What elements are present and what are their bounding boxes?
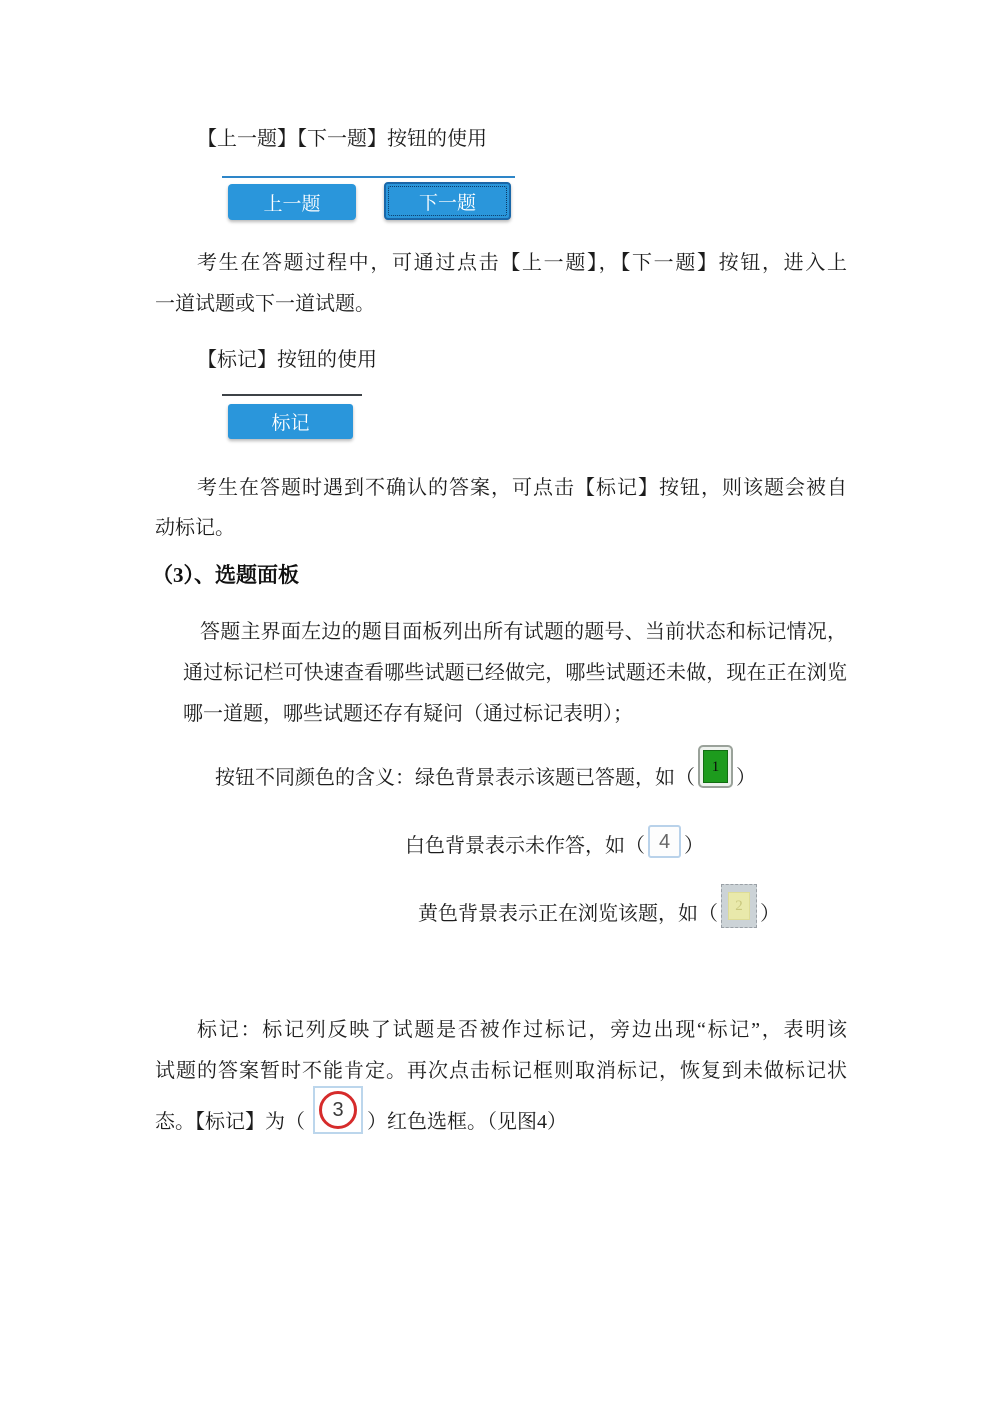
paragraph-mark-detail-line2: 试题的答案暂时不能肯定。再次点击标记框则取消标记，恢复到未做标记状 [155, 1060, 847, 1082]
mark-circle-badge[interactable] [313, 1086, 363, 1134]
mark-detail-line3-post: ）红色选框。（见图4） [367, 1111, 567, 1133]
mark-button[interactable]: 标记 [228, 404, 353, 439]
legend-unanswered-close-paren: ） [684, 835, 704, 857]
paragraph-panel-line3: 哪一道题，哪些试题还存有疑问（通过标记表明）； [183, 703, 633, 725]
paragraph-mark-line2: 动标记。 [155, 517, 235, 539]
prev-question-button[interactable]: 上一题 [228, 184, 356, 220]
legend-current-close-paren: ） [760, 903, 780, 925]
paragraph-panel-line2: 通过标记栏可快速查看哪些试题已经做完，哪些试题还未做，现在正在浏览 [183, 662, 847, 684]
current-question-button-frame [721, 884, 757, 928]
legend-answered-close-paren: ） [736, 767, 756, 789]
unanswered-question-button[interactable]: 4 [648, 825, 681, 858]
paragraph-mark-detail-line1: 标记：标记列反映了试题是否被作过标记，旁边出现“标记”，表明该 [197, 1019, 847, 1041]
mark-circle-label: 3 [319, 1091, 357, 1129]
mark-button-screenshot [222, 394, 362, 442]
paragraph-panel-line1: 答题主界面左边的题目面板列出所有试题的题号、当前状态和标记情况， [200, 621, 847, 643]
legend-unanswered-text: 白色背景表示未作答，如（ [405, 835, 645, 857]
answered-question-button[interactable]: 1 [703, 750, 728, 783]
legend-answered-row [215, 744, 756, 792]
legend-unanswered-row [405, 822, 704, 860]
paragraph-nav-line1: 考生在答题过程中，可通过点击【上一题】，【下一题】按钮，进入上 [197, 252, 847, 274]
legend-current-text: 黄色背景表示正在浏览该题，如（ [418, 903, 718, 925]
nav-buttons-screenshot [222, 176, 515, 224]
paragraph-mark-line1: 考生在答题时遇到不确认的答案，可点击【标记】按钮，则该题会被自 [197, 477, 847, 499]
prev-next-usage-heading: 【上一题】【下一题】按钮的使用 [197, 128, 487, 150]
current-question-button[interactable]: 2 [728, 892, 750, 920]
next-question-button[interactable]: 下一题 [384, 182, 511, 220]
mark-usage-heading: 【标记】按钮的使用 [197, 349, 377, 371]
legend-current-row [418, 881, 780, 928]
paragraph-mark-detail-line3 [155, 1086, 567, 1136]
legend-answered-text: 按钮不同颜色的含义：绿色背景表示该题已答题，如（ [215, 767, 695, 789]
mark-detail-line3-pre: 态。【标记】为（ [155, 1111, 305, 1133]
paragraph-nav-line2: 一道试题或下一道试题。 [155, 293, 375, 315]
section-heading-question-panel: （3）、选题面板 [152, 563, 299, 587]
answered-question-button-frame [698, 745, 733, 788]
